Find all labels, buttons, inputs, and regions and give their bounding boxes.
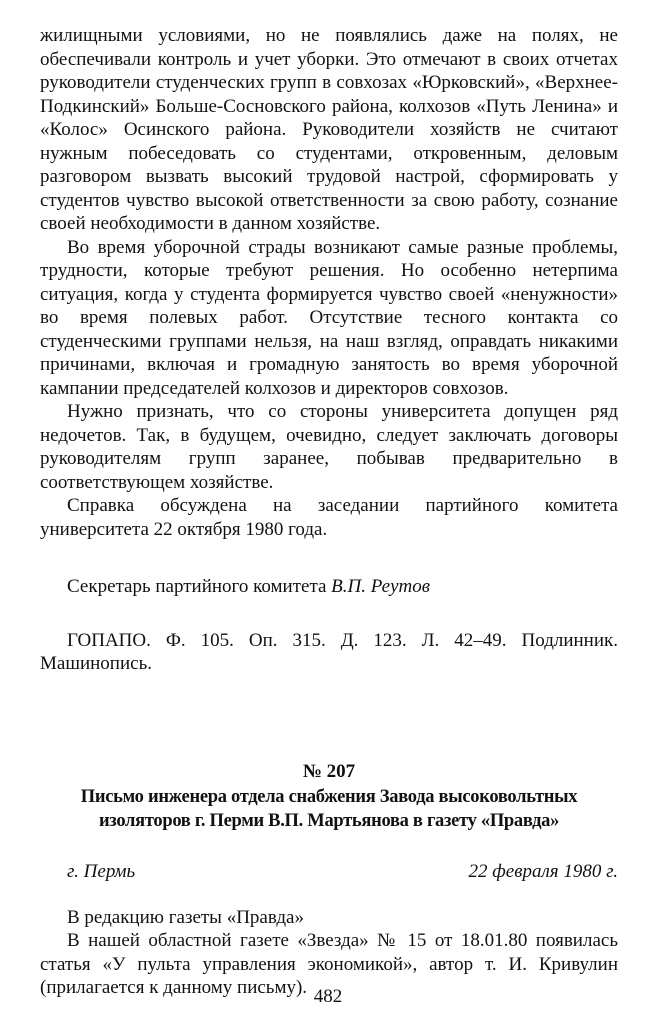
body-paragraph-3: Нужно признать, что со стороны университета допущен ряд недочетов. Так, в будущем, очевидно, следует заключать договоры руководителям групп заранее, побывав предварительно в соответствующем хозяйстве. xyxy=(40,401,618,493)
letter-addressee: В редакцию газеты «Правда» xyxy=(67,906,304,928)
page-content xyxy=(40,24,618,1000)
body-paragraph-1: жилищными условиями, но не появлялись даже на полях, не обеспечивали контроль и учет уборки. Это отмечают в своих отчетах руководители студенческих групп в совхозах «Юрковский», «Верхнее-Подкинский» Больше-Сосновского района, колхозов «Путь Ленина» и «Колос» Осинского района. Руководители хозяйств не считают нужным побеседовать со студентами, откровенным, деловым разговором вызвать высокий трудовой настрой, сформировать у студентов чувство высокой ответственности за свою работу, сознание своей необходимости в данном хозяйстве. xyxy=(40,25,618,234)
signature-line xyxy=(40,575,618,599)
document-place: г. Пермь xyxy=(67,861,136,882)
letter-paragraph-1: В нашей областной газете «Звезда» № 15 от 18.01.80 появилась статья «У пульта управления экономикой», автор т. И. Кривулин (прилагается к данному письму). xyxy=(40,930,618,998)
body-paragraph-4: Справка обсуждена на заседании партийного комитета университета 22 октября 1980 года. xyxy=(40,495,618,540)
body-paragraph-2: Во время уборочной страды возникают самые разные проблемы, трудности, которые требуют решения. Но особенно нетерпима ситуация, когда у студента формируется чувство своей «ненужности» во время полевых работ. Отсутствие тесного контакта со студенческими группами нельзя, на наш взгляд, оправдать никакими причинами, включая и громадную занятость во время уборочной кампании председателей колхозов и директоров совхозов. xyxy=(40,236,618,399)
archive-note: ГОПАПО. Ф. 105. Оп. 315. Д. 123. Л. 42–49. Подлинник. Машинопись. xyxy=(40,629,618,674)
page-number: 482 xyxy=(313,986,343,1007)
document-date: 22 февраля 1980 г. xyxy=(468,861,618,882)
signature-role: Секретарь партийного комитета xyxy=(67,576,327,597)
document-meta xyxy=(40,860,618,884)
document-number: № 207 xyxy=(302,760,356,782)
document-title: Письмо инженера отдела снабжения Завода высоковольтных изоляторов г. Перми В.П. Мартьянова в газету «Правда» xyxy=(80,787,578,831)
signature-name: В.П. Реутов xyxy=(331,576,431,597)
